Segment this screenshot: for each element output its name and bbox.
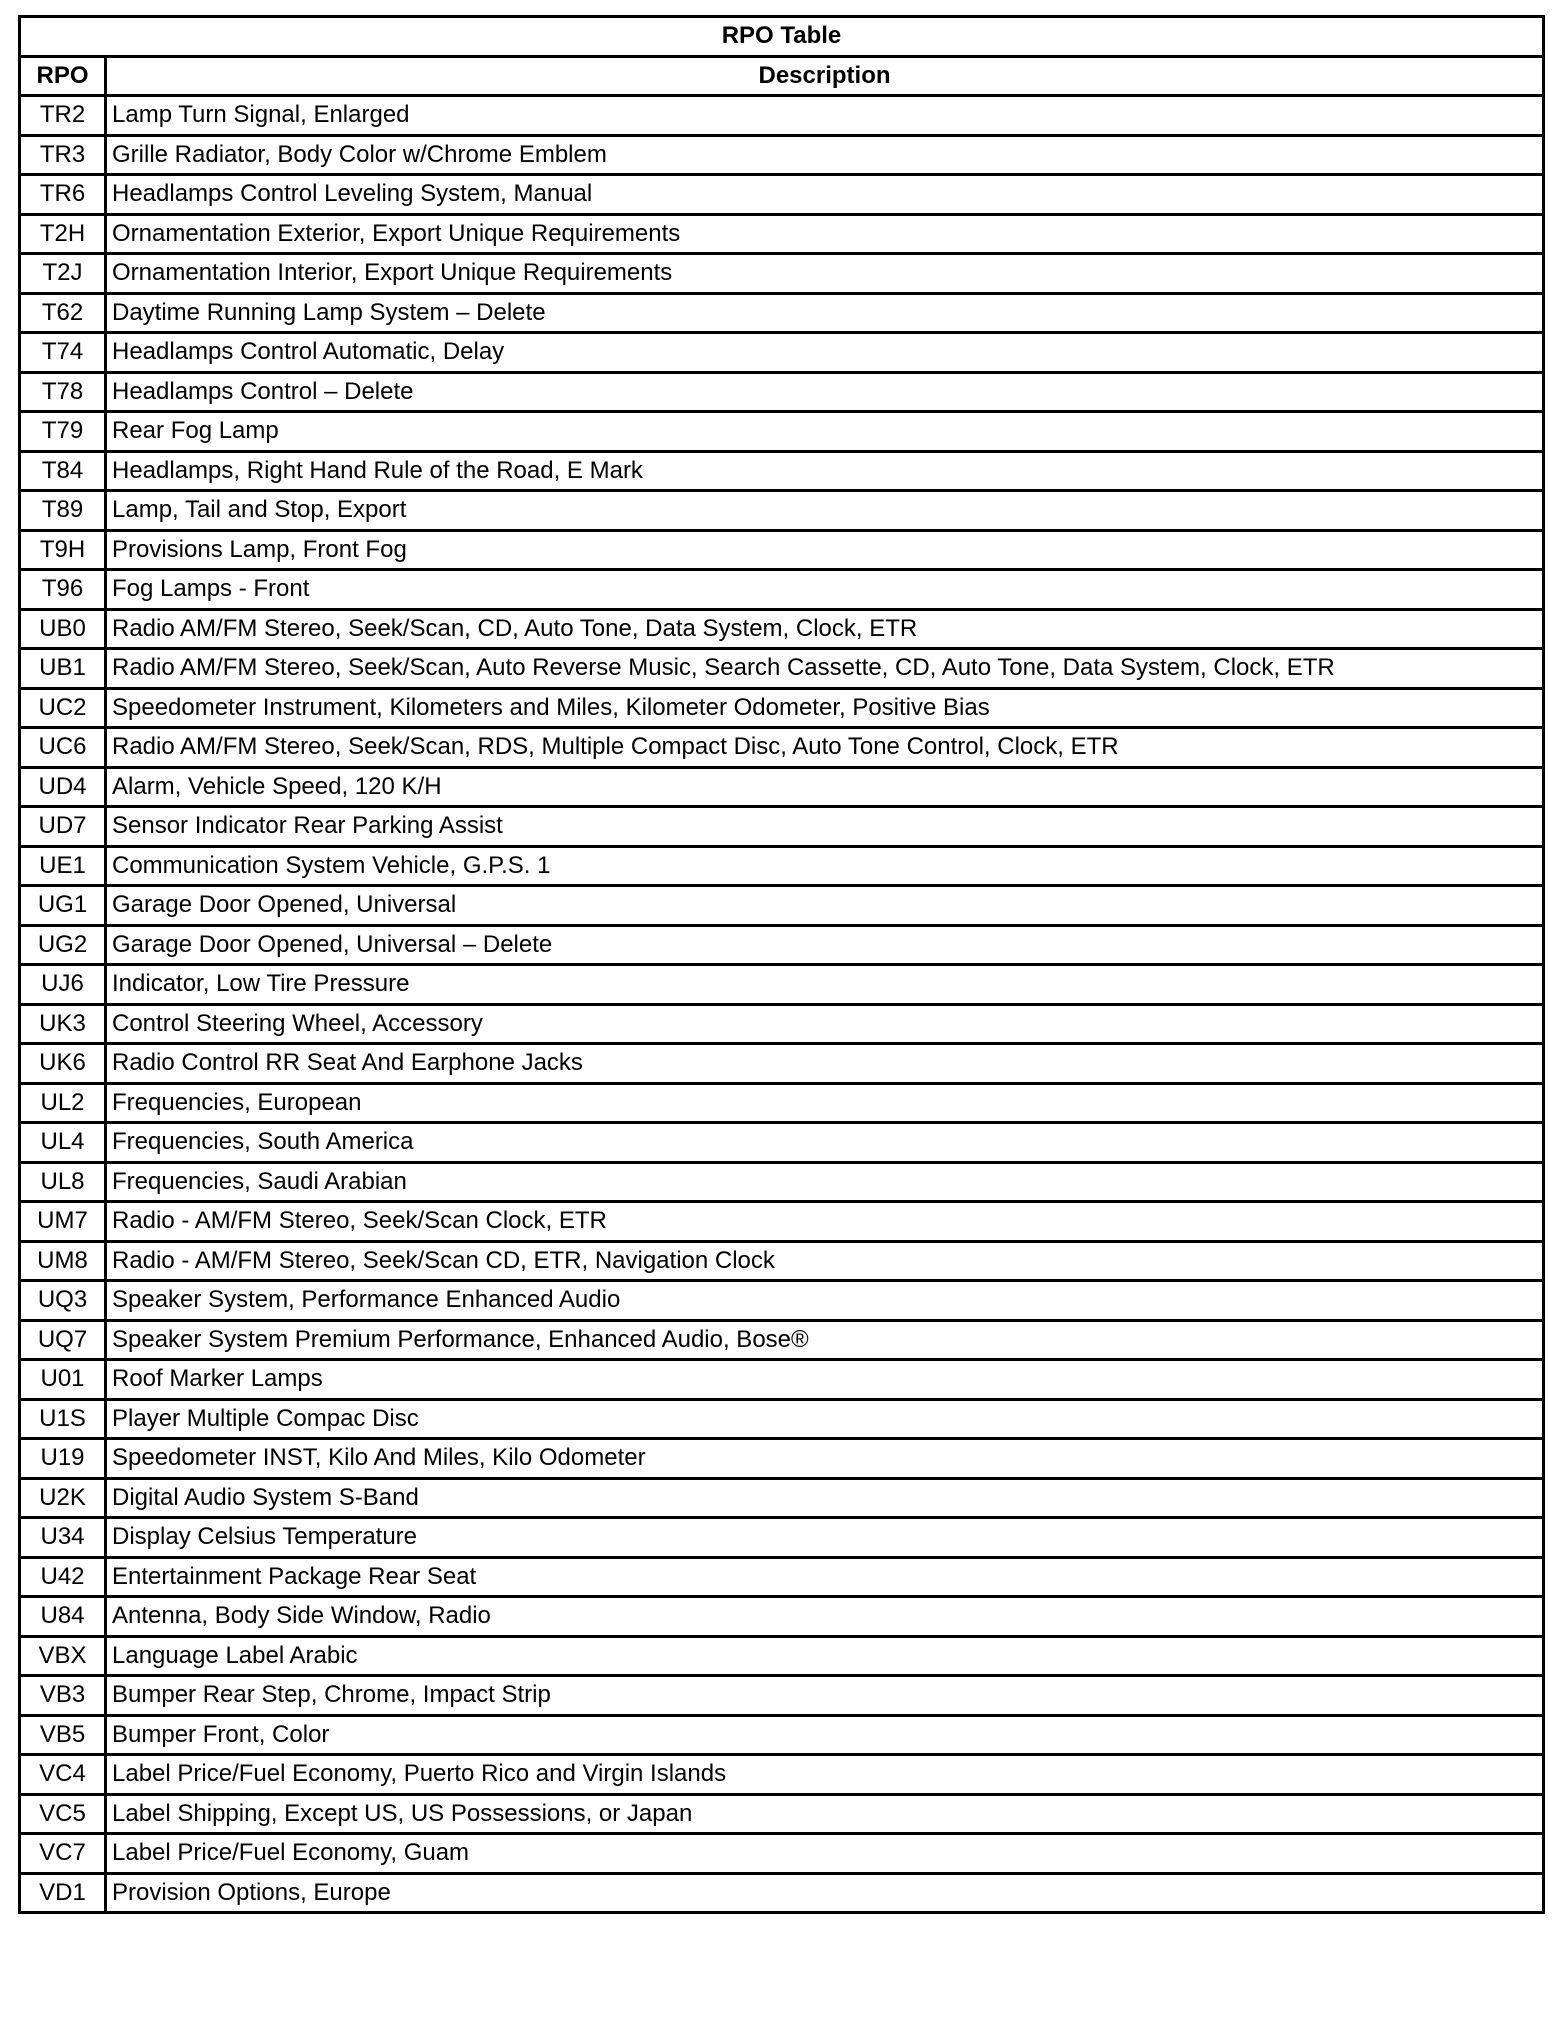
table-row — [20, 1320, 1544, 1360]
rpo-description-cell: Communication System Vehicle, G.P.S. 1 — [106, 846, 1544, 886]
rpo-code-cell: U42 — [20, 1557, 106, 1597]
rpo-description-cell: Lamp, Tail and Stop, Export — [106, 491, 1544, 531]
table-row — [20, 1715, 1544, 1755]
rpo-description-cell: Speaker System Premium Performance, Enhanced Audio, Bose® — [106, 1320, 1544, 1360]
rpo-description-cell: Antenna, Body Side Window, Radio — [106, 1597, 1544, 1637]
table-body — [20, 96, 1544, 1913]
rpo-code-cell: UG1 — [20, 886, 106, 926]
table-row — [20, 1241, 1544, 1281]
rpo-code-cell: UC2 — [20, 688, 106, 728]
table-row — [20, 609, 1544, 649]
rpo-code-cell: UB1 — [20, 649, 106, 689]
table-row — [20, 688, 1544, 728]
table-row — [20, 214, 1544, 254]
table-row — [20, 925, 1544, 965]
column-header-description: Description — [106, 56, 1544, 96]
rpo-code-cell: UM7 — [20, 1202, 106, 1242]
table-row — [20, 96, 1544, 136]
rpo-code-cell: VC7 — [20, 1834, 106, 1874]
rpo-code-cell: VC4 — [20, 1755, 106, 1795]
rpo-code-cell: UL2 — [20, 1083, 106, 1123]
rpo-description-cell: Fog Lamps - Front — [106, 570, 1544, 610]
rpo-description-cell: Bumper Rear Step, Chrome, Impact Strip — [106, 1676, 1544, 1716]
table-row — [20, 530, 1544, 570]
rpo-description-cell: Radio - AM/FM Stereo, Seek/Scan CD, ETR, Navigation Clock — [106, 1241, 1544, 1281]
table-row — [20, 728, 1544, 768]
table-row — [20, 767, 1544, 807]
rpo-code-cell: U2K — [20, 1478, 106, 1518]
table-row — [20, 372, 1544, 412]
rpo-description-cell: Digital Audio System S-Band — [106, 1478, 1544, 1518]
rpo-description-cell: Control Steering Wheel, Accessory — [106, 1004, 1544, 1044]
rpo-description-cell: Alarm, Vehicle Speed, 120 K/H — [106, 767, 1544, 807]
rpo-description-cell: Radio - AM/FM Stereo, Seek/Scan Clock, ETR — [106, 1202, 1544, 1242]
table-row — [20, 254, 1544, 294]
rpo-code-cell: U19 — [20, 1439, 106, 1479]
table-row — [20, 1873, 1544, 1913]
rpo-code-cell: UM8 — [20, 1241, 106, 1281]
rpo-description-cell: Ornamentation Exterior, Export Unique Requirements — [106, 214, 1544, 254]
rpo-description-cell: Garage Door Opened, Universal — [106, 886, 1544, 926]
table-row — [20, 1123, 1544, 1163]
rpo-code-cell: UK6 — [20, 1044, 106, 1084]
table-row — [20, 135, 1544, 175]
rpo-code-cell: VBX — [20, 1636, 106, 1676]
table-row — [20, 1557, 1544, 1597]
rpo-code-cell: UB0 — [20, 609, 106, 649]
rpo-table — [18, 15, 1545, 1914]
table-row — [20, 1399, 1544, 1439]
rpo-code-cell: U1S — [20, 1399, 106, 1439]
rpo-code-cell: U01 — [20, 1360, 106, 1400]
rpo-description-cell: Lamp Turn Signal, Enlarged — [106, 96, 1544, 136]
rpo-code-cell: U84 — [20, 1597, 106, 1637]
rpo-code-cell: TR6 — [20, 175, 106, 215]
table-row — [20, 1004, 1544, 1044]
rpo-code-cell: T9H — [20, 530, 106, 570]
table-row — [20, 846, 1544, 886]
rpo-code-cell: TR2 — [20, 96, 106, 136]
rpo-code-cell: T62 — [20, 293, 106, 333]
table-row — [20, 1202, 1544, 1242]
rpo-code-cell: VB5 — [20, 1715, 106, 1755]
rpo-description-cell: Headlamps Control Automatic, Delay — [106, 333, 1544, 373]
table-row — [20, 1360, 1544, 1400]
rpo-description-cell: Radio Control RR Seat And Earphone Jacks — [106, 1044, 1544, 1084]
rpo-description-cell: Frequencies, Saudi Arabian — [106, 1162, 1544, 1202]
rpo-description-cell: Label Price/Fuel Economy, Puerto Rico and Virgin Islands — [106, 1755, 1544, 1795]
rpo-description-cell: Player Multiple Compac Disc — [106, 1399, 1544, 1439]
table-row — [20, 1478, 1544, 1518]
rpo-code-cell: T96 — [20, 570, 106, 610]
rpo-description-cell: Label Price/Fuel Economy, Guam — [106, 1834, 1544, 1874]
rpo-description-cell: Radio AM/FM Stereo, Seek/Scan, RDS, Multiple Compact Disc, Auto Tone Control, Clock, ETR — [106, 728, 1544, 768]
rpo-code-cell: T89 — [20, 491, 106, 531]
table-row — [20, 886, 1544, 926]
table-row — [20, 1755, 1544, 1795]
table-row — [20, 175, 1544, 215]
rpo-description-cell: Frequencies, South America — [106, 1123, 1544, 1163]
rpo-code-cell: T84 — [20, 451, 106, 491]
table-row — [20, 807, 1544, 847]
rpo-description-cell: Speedometer INST, Kilo And Miles, Kilo Odometer — [106, 1439, 1544, 1479]
rpo-description-cell: Provision Options, Europe — [106, 1873, 1544, 1913]
rpo-code-cell: UL8 — [20, 1162, 106, 1202]
rpo-description-cell: Ornamentation Interior, Export Unique Requirements — [106, 254, 1544, 294]
table-row — [20, 1676, 1544, 1716]
table-row — [20, 1044, 1544, 1084]
table-row — [20, 1636, 1544, 1676]
rpo-code-cell: VD1 — [20, 1873, 106, 1913]
rpo-code-cell: UL4 — [20, 1123, 106, 1163]
rpo-code-cell: UK3 — [20, 1004, 106, 1044]
rpo-description-cell: Daytime Running Lamp System – Delete — [106, 293, 1544, 333]
table-row — [20, 1439, 1544, 1479]
table-row — [20, 965, 1544, 1005]
rpo-description-cell: Headlamps Control – Delete — [106, 372, 1544, 412]
table-row — [20, 1597, 1544, 1637]
rpo-description-cell: Label Shipping, Except US, US Possessions, or Japan — [106, 1794, 1544, 1834]
rpo-description-cell: Speedometer Instrument, Kilometers and Miles, Kilometer Odometer, Positive Bias — [106, 688, 1544, 728]
rpo-code-cell: UD4 — [20, 767, 106, 807]
table-row — [20, 649, 1544, 689]
rpo-description-cell: Headlamps, Right Hand Rule of the Road, E Mark — [106, 451, 1544, 491]
rpo-code-cell: VB3 — [20, 1676, 106, 1716]
rpo-description-cell: Indicator, Low Tire Pressure — [106, 965, 1544, 1005]
rpo-description-cell: Grille Radiator, Body Color w/Chrome Emblem — [106, 135, 1544, 175]
column-header-rpo: RPO — [20, 56, 106, 96]
rpo-code-cell: UD7 — [20, 807, 106, 847]
table-row — [20, 333, 1544, 373]
rpo-code-cell: UJ6 — [20, 965, 106, 1005]
table-row — [20, 1834, 1544, 1874]
rpo-code-cell: T74 — [20, 333, 106, 373]
rpo-description-cell: Provisions Lamp, Front Fog — [106, 530, 1544, 570]
table-row — [20, 1083, 1544, 1123]
rpo-description-cell: Speaker System, Performance Enhanced Audio — [106, 1281, 1544, 1321]
table-row — [20, 570, 1544, 610]
rpo-code-cell: T2H — [20, 214, 106, 254]
table-header-row — [20, 56, 1544, 96]
rpo-description-cell: Bumper Front, Color — [106, 1715, 1544, 1755]
rpo-description-cell: Language Label Arabic — [106, 1636, 1544, 1676]
rpo-code-cell: T2J — [20, 254, 106, 294]
table-title-row — [20, 17, 1544, 57]
table-row — [20, 451, 1544, 491]
rpo-code-cell: UC6 — [20, 728, 106, 768]
rpo-description-cell: Garage Door Opened, Universal – Delete — [106, 925, 1544, 965]
rpo-description-cell: Rear Fog Lamp — [106, 412, 1544, 452]
rpo-description-cell: Radio AM/FM Stereo, Seek/Scan, CD, Auto Tone, Data System, Clock, ETR — [106, 609, 1544, 649]
rpo-code-cell: UG2 — [20, 925, 106, 965]
rpo-description-cell: Headlamps Control Leveling System, Manual — [106, 175, 1544, 215]
table-row — [20, 491, 1544, 531]
table-row — [20, 1518, 1544, 1558]
rpo-code-cell: VC5 — [20, 1794, 106, 1834]
rpo-code-cell: UQ7 — [20, 1320, 106, 1360]
rpo-code-cell: T78 — [20, 372, 106, 412]
rpo-description-cell: Entertainment Package Rear Seat — [106, 1557, 1544, 1597]
table-row — [20, 1281, 1544, 1321]
rpo-description-cell: Roof Marker Lamps — [106, 1360, 1544, 1400]
rpo-description-cell: Display Celsius Temperature — [106, 1518, 1544, 1558]
rpo-description-cell: Frequencies, European — [106, 1083, 1544, 1123]
table-row — [20, 1794, 1544, 1834]
rpo-code-cell: UQ3 — [20, 1281, 106, 1321]
rpo-description-cell: Radio AM/FM Stereo, Seek/Scan, Auto Reverse Music, Search Cassette, CD, Auto Tone, Data System, Clock, ETR — [106, 649, 1544, 689]
table-row — [20, 412, 1544, 452]
table-title: RPO Table — [20, 17, 1544, 57]
rpo-code-cell: TR3 — [20, 135, 106, 175]
table-row — [20, 1162, 1544, 1202]
rpo-code-cell: U34 — [20, 1518, 106, 1558]
table-row — [20, 293, 1544, 333]
rpo-description-cell: Sensor Indicator Rear Parking Assist — [106, 807, 1544, 847]
rpo-code-cell: UE1 — [20, 846, 106, 886]
rpo-code-cell: T79 — [20, 412, 106, 452]
